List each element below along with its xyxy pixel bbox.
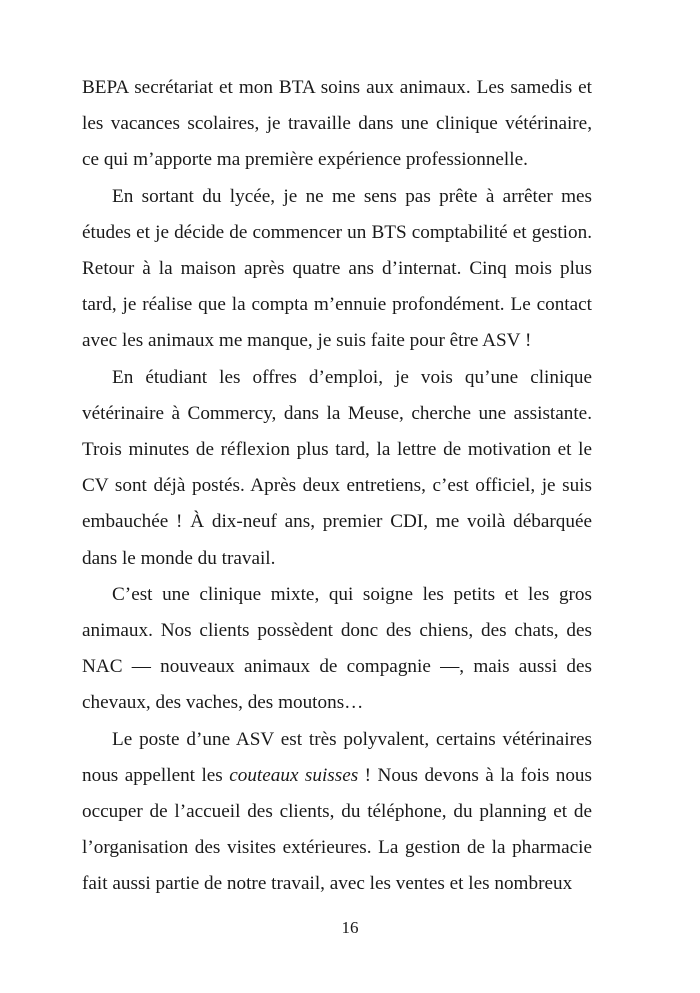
- paragraph-2: En sortant du lycée, je ne me sens pas prête à arrêter mes études et je décide de commencer un BTS comptabilité et gestion. Retour à la maison après quatre ans d’internat. Cinq mois plus tard, je réalise que la compta m’ennuie profondément. Le contact avec les animaux me manque, je suis faite pour être ASV !: [82, 185, 592, 352]
- paragraph-5: [82, 722, 592, 903]
- paragraph-4: C’est une clinique mixte, qui soigne les petits et les gros animaux. Nos clients possèdent donc des chiens, des chats, des NAC — nouveaux animaux de compagnie —, mais aussi des chevaux, des vaches, des moutons…: [82, 583, 592, 714]
- page-number: 16: [341, 918, 359, 937]
- italic-phrase: couteaux suisses: [229, 764, 359, 786]
- paragraph-5-end: ! Nous devons à la fois nous occuper de l’accueil des clients, du téléphone, du planning et de l’organisation des visites extérieures. La gestion de la pharmacie fait aussi partie de notre travail, avec les ventes et les nombreux: [82, 764, 592, 895]
- paragraph-1: BEPA secrétariat et mon BTA soins aux animaux. Les samedis et les vacances scolaires, je travaille dans une clinique vétérinaire, ce qui m’apporte ma première expérience professionnelle.: [82, 77, 592, 171]
- paragraph-5-start: Le poste d’une ASV est très polyvalent, certains vétérinaires nous appellent les: [82, 728, 592, 786]
- page-body: [82, 70, 592, 903]
- paragraph-3: En étudiant les offres d’emploi, je vois qu’une clinique vétérinaire à Commercy, dans la Meuse, cherche une assistante. Trois minutes de réflexion plus tard, la lettre de motivation et le CV sont déjà postés. Après deux entretiens, c’est officiel, je suis embauchée ! À dix-neuf ans, premier CDI, me voilà débarquée dans le monde du travail.: [82, 366, 592, 569]
